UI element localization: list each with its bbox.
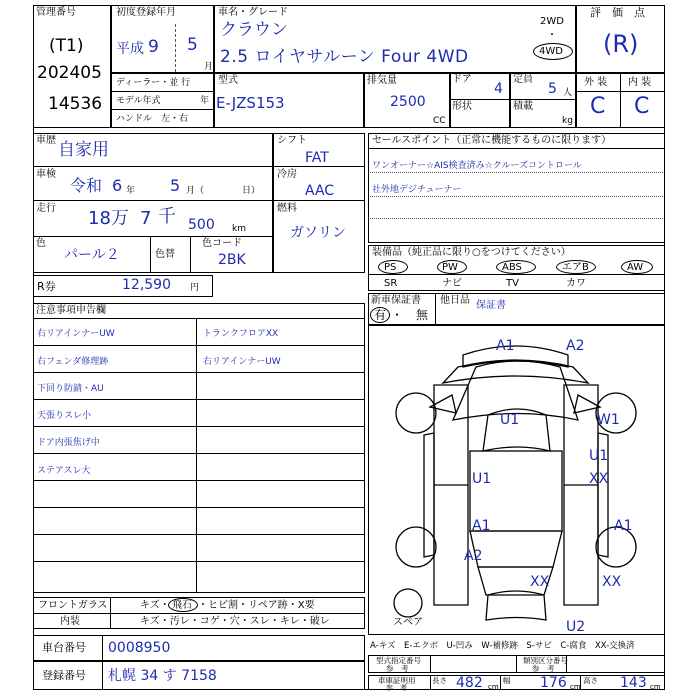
height-unit: cm [650, 683, 661, 691]
sales-point-1: ワンオーナー☆AIS検査済み☆クルーズコントロール [372, 161, 582, 171]
disp-value: 2500 [390, 94, 426, 110]
first-reg-era: 平成 [116, 41, 144, 57]
color-value: パール２ [64, 247, 120, 263]
spare-label: スペア [393, 617, 423, 628]
load-label: 積載 [513, 101, 533, 112]
load-unit: kg [562, 116, 573, 126]
mark-a1-top: A1 [496, 338, 515, 354]
mark-a1-left: A1 [472, 518, 491, 534]
model-year-unit: 年 [200, 96, 210, 106]
equipment-airbag: エアB [562, 262, 589, 273]
mark-a2-left: A2 [464, 548, 483, 564]
mark-a1-right: A1 [614, 518, 633, 534]
height-label: 高さ [583, 676, 598, 685]
height-value: 143 [620, 675, 647, 691]
equipment-tv: TV [506, 278, 519, 289]
eval-score: (R) [603, 30, 639, 58]
recycle-value: 12,590 [122, 277, 171, 293]
mark-u1-mid: U1 [472, 471, 492, 487]
maint-value: 保証書 [476, 300, 506, 311]
chassis-label: 車台番号 [42, 641, 86, 654]
drive-dot: ・ [547, 30, 557, 41]
inspection-month-unit: 月（ [186, 186, 205, 196]
note-left-5: ドア内張焦げ中 [37, 438, 100, 448]
car-name-label: 車名・グレード [218, 7, 288, 18]
mgmt-number-1: 202405 [37, 63, 102, 83]
garage-cert-ref: 参 考 [386, 684, 407, 692]
mark-a2-top: A2 [566, 338, 585, 354]
equipment-aw: AW [627, 262, 644, 273]
fuel-label: 燃料 [277, 203, 297, 214]
note-right-2: 右リアインナーUW [203, 357, 281, 367]
garage-cert-label: 車庫証明用 [378, 676, 416, 685]
inspection-year-unit: 年 [126, 186, 136, 196]
car-name: クラウン [220, 20, 288, 40]
shape-label: 形状 [452, 101, 472, 112]
front-glass-label: フロントガラス [38, 600, 108, 611]
mileage-sen: 7 [140, 208, 152, 229]
mileage-man: 18 [88, 208, 111, 229]
inspection-day-unit: 日） [242, 186, 261, 196]
ac-label: 冷房 [277, 169, 297, 180]
category-ref: 参 考 [532, 664, 555, 673]
width-value: 176 [540, 675, 567, 691]
mileage-man-unit: 万 [111, 208, 129, 229]
dealer-label: ディーラー・並 行 [116, 78, 191, 88]
mark-u2-bottom: U2 [566, 619, 586, 635]
type-label: 型式 [218, 75, 238, 86]
handle-label: ハンドル 左・右 [116, 114, 189, 124]
front-glass-circled: 飛石 [172, 600, 192, 611]
notes-title: 注意事項申告欄 [36, 305, 106, 316]
capacity-label: 定員 [513, 74, 533, 85]
interior-label: 内 装 [628, 77, 652, 88]
inspection-label: 車検 [36, 169, 56, 180]
color-code-value: 2BK [218, 252, 246, 268]
category-label: 類別区分番号 [523, 656, 568, 665]
exterior-label: 外 装 [584, 77, 608, 88]
interior-cond-label: 内装 [60, 616, 80, 627]
disp-unit: CC [433, 116, 446, 126]
warranty-no: 無 [416, 308, 429, 322]
disp-label: 排気量 [367, 75, 397, 86]
mileage-label: 走行 [36, 203, 56, 214]
model-year-label: モデル年式 [116, 96, 161, 106]
warranty-sep: ・ [391, 308, 404, 322]
door-value: 4 [494, 81, 503, 97]
equipment-abs: ABS [502, 262, 522, 273]
reg-label: 登録番号 [42, 669, 86, 682]
chassis-value: 0008950 [108, 640, 171, 656]
mileage-km: km [232, 224, 246, 234]
note-left-4: 天張りスレ小 [37, 411, 92, 421]
type-cert-label: 型式指定番号 [376, 656, 421, 665]
equipment-ps: PS [384, 262, 397, 273]
mgmt-number-2: 14536 [48, 94, 103, 114]
mark-xx-bottom-left: XX [530, 574, 550, 590]
color-code-label: 色コード [202, 238, 242, 249]
shift-value: FAT [305, 150, 329, 166]
capacity-unit: 人 [563, 88, 573, 98]
door-label: ドア [452, 74, 472, 85]
note-right-1: トランクフロアXX [203, 329, 279, 339]
sales-point-2: 社外地デジチューナー [372, 185, 462, 195]
car-grade: 2.5 ロイヤサルーン Four 4WD [220, 47, 469, 67]
color-label: 色 [36, 238, 46, 249]
drive-4wd: 4WD [539, 46, 563, 57]
fuel-value: ガソリン [290, 225, 346, 241]
ac-value: AAC [305, 183, 335, 199]
mgmt-number-code: (T1) [49, 36, 84, 56]
length-unit: cm [488, 683, 499, 691]
first-reg-label: 初度登録年月 [116, 7, 176, 18]
front-glass-post: ・ヒビ割・リペア跡・X要 [198, 600, 315, 611]
inspection-month: 5 [170, 176, 181, 195]
eval-label: 評 価 点 [590, 6, 645, 19]
first-reg-month: 5 [187, 35, 198, 55]
type-cert-ref: 参 考 [386, 664, 409, 673]
mark-xx-bottom-right: XX [602, 574, 622, 590]
width-unit: cm [570, 683, 581, 691]
interior-cond-value: キズ・汚レ・コゲ・穴・スレ・キレ・破レ [140, 616, 330, 627]
note-left-2: 右フェンダ修理跡 [37, 357, 109, 367]
equipment-sr: SR [384, 278, 398, 289]
history-value: 自家用 [58, 140, 109, 160]
mark-u1-right: U1 [589, 448, 609, 464]
type-value: E-JZS153 [216, 94, 285, 112]
legend: A-キズ E-エクボ U-凹み W-補修跡 S-サビ C-腐食 XX-交換済 [370, 641, 635, 651]
reg-value: 札幌 34 す 7158 [108, 668, 217, 684]
inspection-year: 6 [112, 176, 123, 195]
warranty-yes: 有 [374, 308, 387, 322]
mark-xx-right: XX [589, 471, 609, 487]
width-label: 幅 [503, 676, 511, 685]
maint-short: 他日品 [440, 295, 470, 306]
drive-2wd: 2WD [540, 16, 564, 27]
note-left-1: 右リアインナーUW [37, 329, 115, 339]
mileage-sen-unit: 千 [158, 206, 176, 227]
interior-grade: C [634, 94, 650, 119]
warranty-label: 新車保証書 [371, 295, 421, 306]
recycle-unit: 円 [190, 283, 200, 293]
history-label: 車歴 [36, 135, 56, 146]
capacity-value: 5 [548, 81, 557, 97]
front-glass-pre: キズ・ [140, 600, 170, 611]
color-change-label: 色替 [155, 249, 175, 260]
length-value: 482 [456, 675, 483, 691]
equipment-title: 装備品（純正品に限り○をつけてください） [372, 247, 571, 258]
mark-u1-left: U1 [500, 412, 520, 428]
first-reg-year: 9 [148, 37, 159, 57]
shift-label: シフト [277, 135, 307, 146]
exterior-grade: C [590, 94, 606, 119]
mark-w1-right: W1 [597, 412, 620, 428]
mgmt-number-label: 管理番号 [36, 7, 76, 18]
equipment-leather: カワ [566, 278, 586, 289]
sales-points-title: セールスポイント（正常に機能するものに限ります） [372, 135, 612, 146]
equipment-pw: PW [442, 262, 458, 273]
note-left-3: 下回り防錆・AU [37, 384, 104, 394]
equipment-navi: ナビ [442, 278, 462, 289]
note-left-6: ステアスレ大 [37, 466, 91, 476]
first-reg-month-unit: 月 [204, 62, 214, 72]
inspection-era: 令和 [70, 176, 103, 195]
length-label: 長さ [432, 676, 447, 685]
mileage-rest: 500 [188, 217, 215, 233]
notes-box [33, 303, 365, 593]
recycle-label: R券 [37, 280, 56, 293]
